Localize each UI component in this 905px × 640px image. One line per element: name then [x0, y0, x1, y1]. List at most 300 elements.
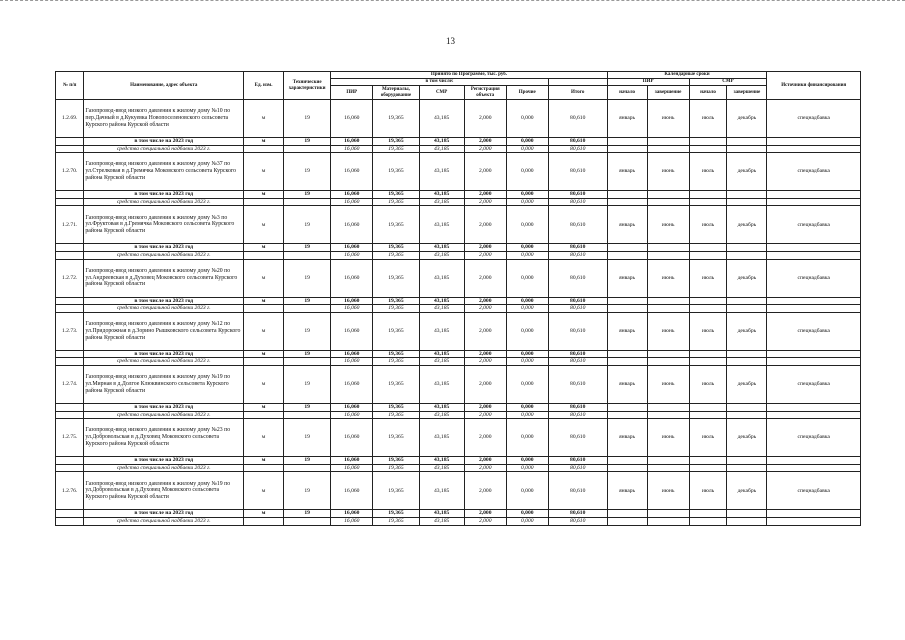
subtotal-characteristic: 19 — [284, 244, 331, 252]
source-other: 0,000 — [506, 251, 548, 259]
source-spacer — [56, 305, 84, 313]
object-materials-value: 19,365 — [373, 100, 419, 138]
source-materials: 19,365 — [373, 517, 419, 525]
subtotal-unit: м — [244, 297, 284, 305]
subtotal-materials: 19,365 — [373, 403, 419, 411]
source-pir: 16,060 — [331, 517, 373, 525]
subtotal-empty — [767, 457, 861, 465]
subtotal-spacer — [56, 510, 84, 518]
subtotal-empty — [689, 244, 727, 252]
source-empty — [767, 464, 861, 472]
object-unit: м — [244, 472, 284, 510]
header-other: Прочие — [506, 86, 548, 100]
source-empty — [284, 305, 331, 313]
subtotal-empty — [607, 138, 647, 146]
object-unit: м — [244, 419, 284, 457]
source-label: средства специальной надбавки 2023 г. — [84, 305, 244, 313]
object-name: Газопровод-ввод низкого давления к жилому дому №19 по ул.Добровольская в д.Духовец Моковского сельсовета Курского района Курской области — [84, 472, 244, 510]
source-empty — [244, 358, 284, 366]
object-materials-value: 19,365 — [373, 365, 419, 403]
subtotal-empty — [727, 350, 767, 358]
source-materials: 19,365 — [373, 145, 419, 153]
subtotal-other: 0,000 — [506, 191, 548, 199]
object-smr-start: июль — [689, 100, 727, 138]
object-financing-source: спецнадбавка — [767, 100, 861, 138]
object-other-value: 0,000 — [506, 312, 548, 350]
header-name: Наименование, адрес объекта — [84, 72, 244, 100]
source-row — [56, 358, 861, 366]
object-characteristic: 19 — [284, 206, 331, 244]
subtotal-spacer — [56, 191, 84, 199]
source-spacer — [56, 517, 84, 525]
source-total: 80,610 — [548, 145, 607, 153]
subtotal-unit: м — [244, 138, 284, 146]
object-materials-value: 19,365 — [373, 312, 419, 350]
source-empty — [689, 198, 727, 206]
source-registration: 2,000 — [464, 145, 506, 153]
subtotal-spacer — [56, 457, 84, 465]
subtotal-materials: 19,365 — [373, 457, 419, 465]
subtotal-empty — [607, 191, 647, 199]
object-pir-end: июнь — [647, 153, 689, 191]
object-unit: м — [244, 312, 284, 350]
source-registration: 2,000 — [464, 305, 506, 313]
subtotal-empty — [607, 244, 647, 252]
source-smr: 43,185 — [419, 251, 464, 259]
scan-edge — [0, 0, 905, 4]
subtotal-characteristic: 19 — [284, 138, 331, 146]
source-registration: 2,000 — [464, 358, 506, 366]
subtotal-other: 0,000 — [506, 510, 548, 518]
object-registration-value: 2,000 — [464, 100, 506, 138]
source-empty — [727, 411, 767, 419]
object-other-value: 0,000 — [506, 153, 548, 191]
object-pir-value: 16,060 — [331, 312, 373, 350]
subtotal-other: 0,000 — [506, 403, 548, 411]
subtotal-empty — [727, 457, 767, 465]
subtotal-materials: 19,365 — [373, 510, 419, 518]
source-label: средства специальной надбавки 2023 г. — [84, 464, 244, 472]
source-smr: 43,185 — [419, 358, 464, 366]
header-pir-end: завершение — [647, 86, 689, 100]
table-row — [56, 100, 861, 138]
object-name: Газопровод-ввод низкого давления к жилому дому №23 по ул.Добровольская в д.Духовец Моковского сельсовета Курского района Курской области — [84, 419, 244, 457]
source-label: средства специальной надбавки 2023 г. — [84, 145, 244, 153]
subtotal-unit: м — [244, 403, 284, 411]
source-row — [56, 198, 861, 206]
subtotal-pir: 16,060 — [331, 457, 373, 465]
subtotal-pir: 16,060 — [331, 403, 373, 411]
subtotal-empty — [647, 297, 689, 305]
subtotal-label: в том числе на 2023 год — [84, 457, 244, 465]
table-header — [56, 72, 861, 100]
source-pir: 16,060 — [331, 464, 373, 472]
source-row — [56, 251, 861, 259]
subtotal-empty — [767, 297, 861, 305]
source-spacer — [56, 464, 84, 472]
subtotal-characteristic: 19 — [284, 350, 331, 358]
subtotal-empty — [767, 138, 861, 146]
object-materials-value: 19,365 — [373, 259, 419, 297]
subtotal-empty — [727, 244, 767, 252]
program-table — [55, 71, 861, 526]
source-empty — [607, 251, 647, 259]
source-smr: 43,185 — [419, 411, 464, 419]
source-empty — [607, 358, 647, 366]
subtotal-spacer — [56, 244, 84, 252]
subtotal-label: в том числе на 2023 год — [84, 244, 244, 252]
source-label: средства специальной надбавки 2023 г. — [84, 411, 244, 419]
object-smr-start: июль — [689, 419, 727, 457]
source-empty — [689, 305, 727, 313]
subtotal-unit: м — [244, 244, 284, 252]
object-number: 1.2.70. — [56, 153, 84, 191]
source-empty — [284, 464, 331, 472]
subtotal-materials: 19,365 — [373, 297, 419, 305]
object-materials-value: 19,365 — [373, 153, 419, 191]
source-smr: 43,185 — [419, 198, 464, 206]
object-materials-value: 19,365 — [373, 472, 419, 510]
source-pir: 16,060 — [331, 358, 373, 366]
subtotal-total: 80,610 — [548, 244, 607, 252]
object-financing-source: спецнадбавка — [767, 312, 861, 350]
subtotal-unit: м — [244, 191, 284, 199]
source-empty — [727, 358, 767, 366]
object-financing-source: спецнадбавка — [767, 206, 861, 244]
subtotal-empty — [767, 403, 861, 411]
object-pir-start: январь — [607, 259, 647, 297]
source-other: 0,000 — [506, 198, 548, 206]
object-pir-value: 16,060 — [331, 365, 373, 403]
object-pir-start: январь — [607, 100, 647, 138]
subtotal-registration: 2,000 — [464, 191, 506, 199]
subtotal-empty — [727, 403, 767, 411]
object-name: Газопровод-ввод низкого давления к жилому дому №10 по пер.Дачный в д.Кукуевка Новопоселеновского сельсовета Курского района Курской области — [84, 100, 244, 138]
object-pir-start: январь — [607, 472, 647, 510]
subtotal-other: 0,000 — [506, 457, 548, 465]
source-total: 80,610 — [548, 251, 607, 259]
object-smr-value: 43,185 — [419, 472, 464, 510]
source-empty — [689, 517, 727, 525]
source-row — [56, 145, 861, 153]
source-empty — [727, 517, 767, 525]
source-other: 0,000 — [506, 145, 548, 153]
source-row — [56, 411, 861, 419]
source-empty — [284, 251, 331, 259]
object-characteristic: 19 — [284, 153, 331, 191]
source-empty — [647, 517, 689, 525]
source-total: 80,610 — [548, 198, 607, 206]
source-smr: 43,185 — [419, 517, 464, 525]
object-smr-value: 43,185 — [419, 312, 464, 350]
object-financing-source: спецнадбавка — [767, 259, 861, 297]
source-spacer — [56, 358, 84, 366]
source-row — [56, 305, 861, 313]
subtotal-total: 80,610 — [548, 138, 607, 146]
source-empty — [244, 198, 284, 206]
object-total-value: 80,610 — [548, 206, 607, 244]
subtotal-other: 0,000 — [506, 350, 548, 358]
source-row — [56, 464, 861, 472]
subtotal-pir: 16,060 — [331, 138, 373, 146]
table-row — [56, 472, 861, 510]
subtotal-empty — [727, 297, 767, 305]
header-pir-start: начало — [607, 86, 647, 100]
source-empty — [689, 464, 727, 472]
subtotal-empty — [607, 350, 647, 358]
header-registration: Регистрация объекта — [464, 86, 506, 100]
subtotal-characteristic: 19 — [284, 510, 331, 518]
header-calendar-group: Календарные сроки — [607, 72, 767, 79]
source-empty — [244, 464, 284, 472]
source-empty — [284, 411, 331, 419]
subtotal-registration: 2,000 — [464, 350, 506, 358]
object-pir-end: июнь — [647, 312, 689, 350]
subtotal-total: 80,610 — [548, 403, 607, 411]
source-registration: 2,000 — [464, 251, 506, 259]
source-materials: 19,365 — [373, 198, 419, 206]
subtotal-smr: 43,185 — [419, 138, 464, 146]
subtotal-unit: м — [244, 510, 284, 518]
subtotal-row — [56, 138, 861, 146]
header-cal-pir: ПИР — [607, 79, 689, 86]
object-pir-start: январь — [607, 365, 647, 403]
subtotal-spacer — [56, 403, 84, 411]
source-other: 0,000 — [506, 464, 548, 472]
subtotal-registration: 2,000 — [464, 510, 506, 518]
subtotal-pir: 16,060 — [331, 297, 373, 305]
header-unit: Ед. изм. — [244, 72, 284, 100]
source-empty — [689, 145, 727, 153]
object-characteristic: 19 — [284, 259, 331, 297]
subtotal-unit: м — [244, 457, 284, 465]
source-empty — [689, 358, 727, 366]
object-number: 1.2.76. — [56, 472, 84, 510]
header-characteristics: Технические характеристики — [284, 72, 331, 100]
header-total: Итого — [548, 86, 607, 100]
object-total-value: 80,610 — [548, 100, 607, 138]
header-empty — [548, 79, 607, 86]
source-smr: 43,185 — [419, 305, 464, 313]
object-name: Газопровод-ввод низкого давления к жилому дому №12 по ул.Придорожная в д.Зорино Рышковского сельсовета Курского района Курской области — [84, 312, 244, 350]
object-total-value: 80,610 — [548, 312, 607, 350]
subtotal-label: в том числе на 2023 год — [84, 297, 244, 305]
subtotal-smr: 43,185 — [419, 457, 464, 465]
source-empty — [607, 411, 647, 419]
source-row — [56, 517, 861, 525]
object-smr-start: июль — [689, 259, 727, 297]
source-empty — [244, 411, 284, 419]
object-characteristic: 19 — [284, 472, 331, 510]
source-pir: 16,060 — [331, 305, 373, 313]
subtotal-registration: 2,000 — [464, 457, 506, 465]
object-pir-end: июнь — [647, 472, 689, 510]
object-smr-end: декабрь — [727, 472, 767, 510]
source-empty — [607, 198, 647, 206]
object-pir-value: 16,060 — [331, 153, 373, 191]
object-registration-value: 2,000 — [464, 153, 506, 191]
object-total-value: 80,610 — [548, 419, 607, 457]
object-characteristic: 19 — [284, 100, 331, 138]
object-smr-value: 43,185 — [419, 153, 464, 191]
subtotal-empty — [647, 457, 689, 465]
object-characteristic: 19 — [284, 365, 331, 403]
subtotal-empty — [767, 191, 861, 199]
subtotal-empty — [607, 510, 647, 518]
object-other-value: 0,000 — [506, 472, 548, 510]
source-empty — [767, 358, 861, 366]
source-empty — [767, 145, 861, 153]
subtotal-smr: 43,185 — [419, 191, 464, 199]
object-unit: м — [244, 100, 284, 138]
subtotal-empty — [647, 350, 689, 358]
subtotal-label: в том числе на 2023 год — [84, 191, 244, 199]
subtotal-materials: 19,365 — [373, 350, 419, 358]
source-empty — [689, 411, 727, 419]
subtotal-empty — [689, 350, 727, 358]
subtotal-total: 80,610 — [548, 350, 607, 358]
source-empty — [284, 517, 331, 525]
source-total: 80,610 — [548, 411, 607, 419]
object-smr-start: июль — [689, 472, 727, 510]
subtotal-row — [56, 457, 861, 465]
source-spacer — [56, 145, 84, 153]
source-other: 0,000 — [506, 517, 548, 525]
object-pir-start: январь — [607, 153, 647, 191]
source-empty — [607, 305, 647, 313]
page-number: 13 — [446, 36, 455, 46]
source-empty — [727, 305, 767, 313]
object-pir-end: июнь — [647, 259, 689, 297]
source-pir: 16,060 — [331, 411, 373, 419]
object-financing-source: спецнадбавка — [767, 419, 861, 457]
source-other: 0,000 — [506, 358, 548, 366]
table-row — [56, 419, 861, 457]
object-smr-end: декабрь — [727, 312, 767, 350]
source-pir: 16,060 — [331, 251, 373, 259]
object-registration-value: 2,000 — [464, 259, 506, 297]
subtotal-label: в том числе на 2023 год — [84, 138, 244, 146]
object-total-value: 80,610 — [548, 153, 607, 191]
subtotal-empty — [607, 403, 647, 411]
header-financing-source: Источники финансирования — [767, 72, 861, 100]
subtotal-row — [56, 350, 861, 358]
subtotal-smr: 43,185 — [419, 403, 464, 411]
source-empty — [689, 251, 727, 259]
object-financing-source: спецнадбавка — [767, 472, 861, 510]
object-total-value: 80,610 — [548, 365, 607, 403]
table-row — [56, 259, 861, 297]
subtotal-registration: 2,000 — [464, 297, 506, 305]
table-row — [56, 312, 861, 350]
subtotal-row — [56, 403, 861, 411]
source-spacer — [56, 411, 84, 419]
object-pir-start: январь — [607, 419, 647, 457]
object-smr-start: июль — [689, 206, 727, 244]
subtotal-materials: 19,365 — [373, 138, 419, 146]
subtotal-smr: 43,185 — [419, 297, 464, 305]
object-smr-value: 43,185 — [419, 365, 464, 403]
object-materials-value: 19,365 — [373, 419, 419, 457]
object-unit: м — [244, 365, 284, 403]
object-number: 1.2.69. — [56, 100, 84, 138]
source-empty — [244, 251, 284, 259]
source-empty — [727, 464, 767, 472]
object-total-value: 80,610 — [548, 472, 607, 510]
source-smr: 43,185 — [419, 145, 464, 153]
subtotal-label: в том числе на 2023 год — [84, 510, 244, 518]
header-program-group: Принято по Программе, тыс. руб. — [331, 72, 607, 79]
subtotal-spacer — [56, 350, 84, 358]
source-empty — [607, 517, 647, 525]
source-registration: 2,000 — [464, 198, 506, 206]
object-smr-end: декабрь — [727, 259, 767, 297]
source-empty — [647, 305, 689, 313]
source-materials: 19,365 — [373, 358, 419, 366]
subtotal-smr: 43,185 — [419, 350, 464, 358]
header-smr: СМР — [419, 86, 464, 100]
object-smr-value: 43,185 — [419, 419, 464, 457]
subtotal-empty — [767, 244, 861, 252]
object-number: 1.2.73. — [56, 312, 84, 350]
header-num: № п/п — [56, 72, 84, 100]
source-materials: 19,365 — [373, 305, 419, 313]
header-including: в том числе: — [331, 79, 549, 86]
subtotal-empty — [607, 457, 647, 465]
source-materials: 19,365 — [373, 251, 419, 259]
subtotal-empty — [767, 510, 861, 518]
subtotal-pir: 16,060 — [331, 510, 373, 518]
source-spacer — [56, 251, 84, 259]
source-other: 0,000 — [506, 411, 548, 419]
object-smr-start: июль — [689, 312, 727, 350]
subtotal-smr: 43,185 — [419, 510, 464, 518]
object-unit: м — [244, 259, 284, 297]
subtotal-empty — [647, 403, 689, 411]
source-label: средства специальной надбавки 2023 г. — [84, 517, 244, 525]
object-total-value: 80,610 — [548, 259, 607, 297]
source-empty — [767, 411, 861, 419]
source-label: средства специальной надбавки 2023 г. — [84, 198, 244, 206]
object-smr-value: 43,185 — [419, 100, 464, 138]
object-registration-value: 2,000 — [464, 472, 506, 510]
source-spacer — [56, 198, 84, 206]
object-pir-end: июнь — [647, 100, 689, 138]
object-materials-value: 19,365 — [373, 206, 419, 244]
object-other-value: 0,000 — [506, 100, 548, 138]
source-empty — [767, 251, 861, 259]
source-empty — [727, 145, 767, 153]
subtotal-empty — [647, 138, 689, 146]
source-label: средства специальной надбавки 2023 г. — [84, 358, 244, 366]
subtotal-characteristic: 19 — [284, 297, 331, 305]
object-characteristic: 19 — [284, 312, 331, 350]
subtotal-other: 0,000 — [506, 244, 548, 252]
subtotal-pir: 16,060 — [331, 244, 373, 252]
object-smr-end: декабрь — [727, 419, 767, 457]
source-total: 80,610 — [548, 517, 607, 525]
subtotal-spacer — [56, 297, 84, 305]
subtotal-other: 0,000 — [506, 138, 548, 146]
source-empty — [647, 464, 689, 472]
source-total: 80,610 — [548, 358, 607, 366]
subtotal-registration: 2,000 — [464, 244, 506, 252]
table-row — [56, 153, 861, 191]
object-pir-end: июнь — [647, 206, 689, 244]
source-empty — [767, 517, 861, 525]
subtotal-empty — [689, 457, 727, 465]
subtotal-characteristic: 19 — [284, 457, 331, 465]
